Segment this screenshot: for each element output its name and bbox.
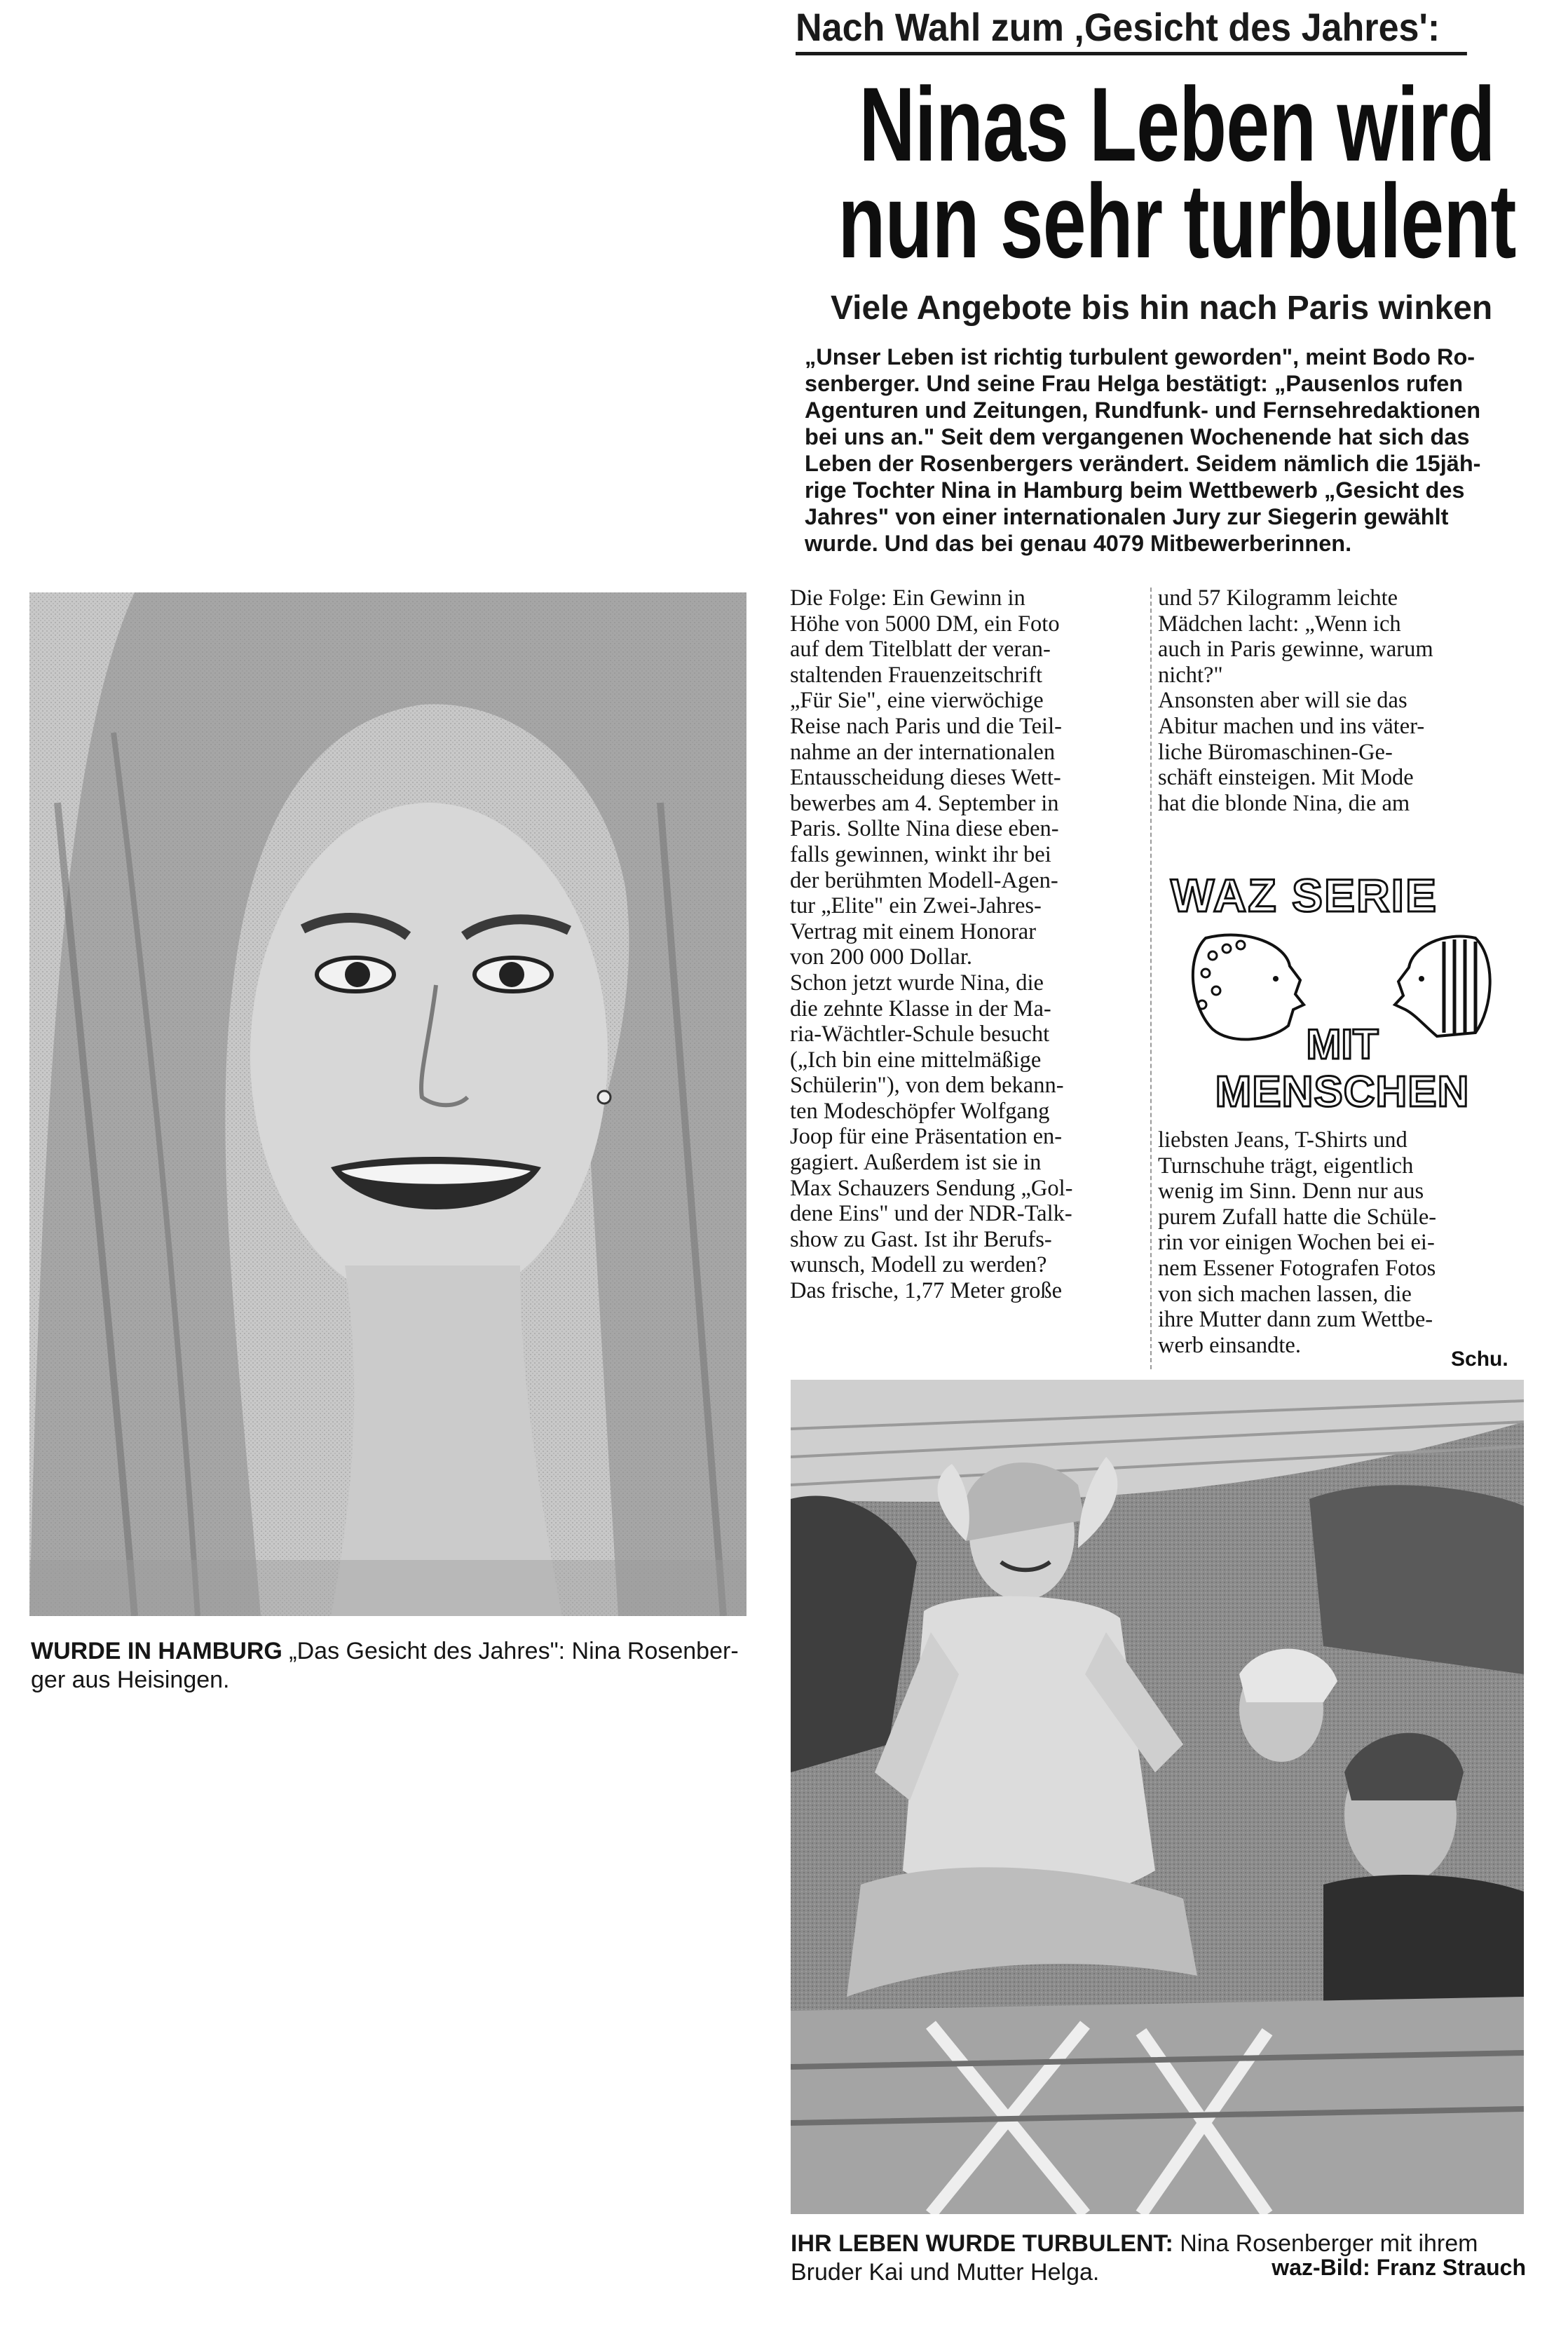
column-line: ihre Mutter dann zum Wettbe- (1158, 1307, 1433, 1333)
family-photo (791, 1380, 1524, 2214)
headline-line: nun sehr turbulent (838, 162, 1516, 280)
lead-line: Jahres" von einer internationalen Jury zur Siegerin gewählt (805, 504, 1449, 529)
article-lead (805, 344, 1520, 557)
column-line: Paris. Sollte Nina diese eben- (790, 816, 1059, 842)
column-line: liche Büromaschinen-Ge- (1158, 739, 1393, 765)
column-line: Vertrag mit einem Honorar (790, 918, 1037, 944)
column-line: („Ich bin eine mittelmäßige (790, 1047, 1042, 1073)
column-line: Ansonsten aber will sie das (1158, 688, 1407, 714)
profile-face-right-icon (1395, 937, 1490, 1036)
profile-face-left-icon (1193, 935, 1304, 1040)
lead-line: Leben der Rosenbergers verändert. Seidem nämlich die 15jäh- (805, 451, 1481, 476)
column-line: ria-Wächtler-Schule besucht (790, 1022, 1050, 1047)
column-line: werb einsandte. (1158, 1332, 1301, 1358)
column-line: Mädchen lacht: „Wenn ich (1158, 611, 1401, 637)
caption-text: Bruder Kai und Mutter Helga. (791, 2259, 1100, 2286)
column-line: rin vor einigen Wochen bei ei- (1158, 1230, 1435, 1256)
logo-title-text: WAZ SERIE (1171, 869, 1438, 921)
lead-line: bei uns an." Seit dem vergangenen Wochenende hat sich das (805, 424, 1470, 449)
waz-serie-logo (1164, 861, 1521, 1113)
author-signoff: Schu. (1451, 1348, 1508, 1371)
column-line: nahme an der internationalen (790, 739, 1056, 765)
photo-credit: waz-Bild: Franz Strauch (1272, 2255, 1526, 2280)
portrait-caption (31, 1637, 767, 1695)
column-line: hat die blonde Nina, die am (1158, 790, 1410, 816)
column-line: die zehnte Klasse in der Ma- (790, 996, 1051, 1022)
column-line: schäft einsteigen. Mit Mode (1158, 765, 1414, 791)
column-line: von 200 000 Dollar. (790, 944, 972, 970)
article-column-1 (790, 585, 1140, 1304)
caption-lead: WURDE IN HAMBURG (31, 1638, 282, 1664)
column-line: Schon jetzt wurde Nina, die (790, 970, 1044, 996)
logo-mit-text: MIT (1306, 1021, 1379, 1068)
column-line: Die Folge: Ein Gewinn in (790, 585, 1025, 611)
column-divider (1150, 588, 1152, 1369)
lead-line: wurde. Und das bei genau 4079 Mitbewerberinnen. (805, 531, 1352, 556)
column-line: tur „Elite" ein Zwei-Jahres- (790, 893, 1042, 919)
column-line: nem Essener Fotografen Fotos (1158, 1255, 1436, 1281)
portrait-photo (29, 592, 746, 1616)
column-line: nicht?" (1158, 662, 1223, 688)
lead-line: rige Tochter Nina in Hamburg beim Wettbewerb „Gesicht des (805, 477, 1465, 503)
logo-menschen-text: MENSCHEN (1215, 1068, 1470, 1113)
article-kicker: Nach Wahl zum ‚Gesicht des Jahres': (796, 3, 1467, 55)
column-line: „Für Sie", eine vierwöchige (790, 688, 1044, 714)
column-line: und 57 Kilogramm leichte (1158, 585, 1398, 611)
column-line: Joop für eine Präsentation en- (790, 1124, 1063, 1150)
column-line: Turnschuhe trägt, eigentlich (1158, 1153, 1414, 1179)
caption-text: ger aus Heisingen. (31, 1667, 230, 1693)
column-line: Reise nach Paris und die Teil- (790, 713, 1062, 739)
caption-text: „Das Gesicht des Jahres": Nina Rosenber- (282, 1638, 739, 1664)
column-line: show zu Gast. Ist ihr Berufs- (790, 1226, 1052, 1252)
column-line: Entausscheidung dieses Wett- (790, 765, 1061, 791)
article-headline (806, 65, 1516, 280)
column-line: Das frische, 1,77 Meter große (790, 1278, 1063, 1304)
column-line: Höhe von 5000 DM, ein Foto (790, 611, 1060, 637)
column-line: dene Eins" und der NDR-Talk- (790, 1201, 1072, 1227)
headline-line: Ninas Leben wird (859, 65, 1495, 183)
column-line: auf dem Titelblatt der veran- (790, 637, 1051, 663)
lead-line: senberger. Und seine Frau Helga bestätigt: „Pausenlos rufen (805, 371, 1464, 396)
article-subhead: Viele Angebote bis hin nach Paris winken (831, 290, 1493, 327)
column-line: Max Schauzers Sendung „Gol- (790, 1175, 1073, 1201)
caption-lead: IHR LEBEN WURDE TURBULENT: (791, 2230, 1173, 2257)
column-line: wenig im Sinn. Denn nur aus (1158, 1179, 1424, 1204)
column-line: ten Modeschöpfer Wolfgang (790, 1098, 1050, 1124)
lead-line: Agenturen und Zeitungen, Rundfunk- und Fernsehredaktionen (805, 398, 1481, 423)
column-line: bewerbes am 4. September in (790, 790, 1059, 816)
column-line: staltenden Frauenzeitschrift (790, 662, 1043, 688)
article-column-2-top (1158, 585, 1522, 816)
caption-text: Nina Rosenberger mit ihrem (1173, 2230, 1478, 2257)
column-line: wunsch, Modell zu werden? (790, 1252, 1047, 1278)
column-line: falls gewinnen, winkt ihr bei (790, 841, 1051, 867)
column-line: Abitur machen und ins väter- (1158, 713, 1425, 739)
column-line: von sich machen lassen, die (1158, 1281, 1412, 1307)
column-line: purem Zufall hatte die Schüle- (1158, 1204, 1437, 1230)
column-line: Schülerin"), von dem bekann- (790, 1073, 1064, 1099)
column-line: der berühmten Modell-Agen- (790, 867, 1058, 893)
article-column-2-bottom (1158, 1127, 1522, 1358)
column-line: liebsten Jeans, T-Shirts und (1158, 1127, 1407, 1153)
column-line: auch in Paris gewinne, warum (1158, 637, 1433, 663)
lead-line: „Unser Leben ist richtig turbulent geworden", meint Bodo Ro- (805, 344, 1475, 369)
column-line: gagiert. Außerdem ist sie in (790, 1150, 1042, 1176)
